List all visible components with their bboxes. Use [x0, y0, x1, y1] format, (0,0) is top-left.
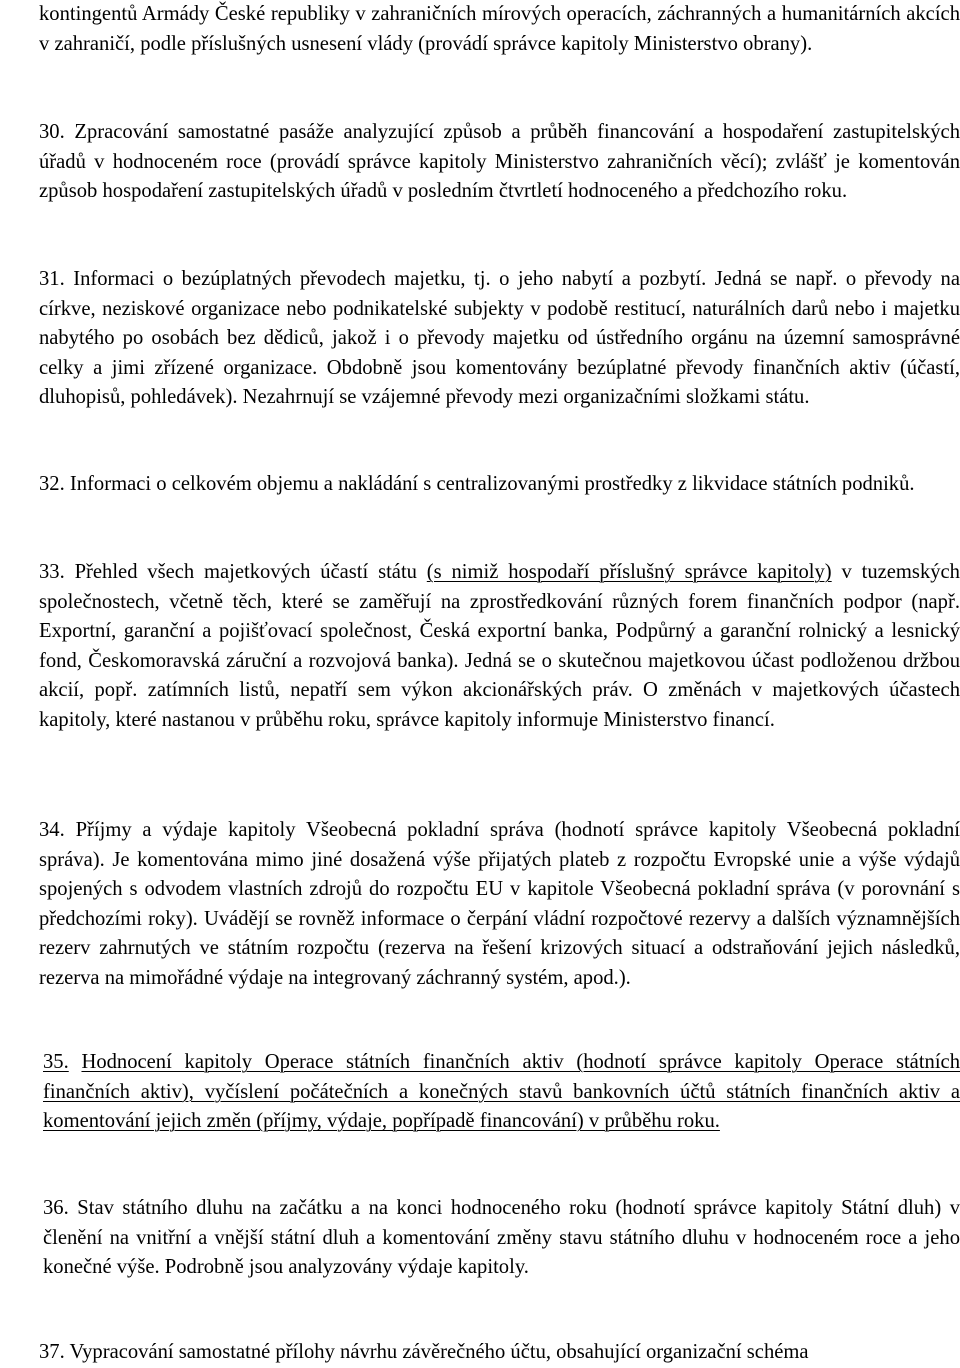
- intro-text: kontingentů Armády České republiky v zahraničních mírových operacích, záchranných a humanitárních akcích v zahraničí, podle příslušných usnesení vlády (provádí správce kapitoly Ministerstvo obrany).: [39, 3, 960, 55]
- item-text-before: Přehled všech majetkových účastí státu: [74, 561, 427, 583]
- list-item-37: [39, 1338, 960, 1368]
- item-number: 36.: [43, 1197, 69, 1219]
- item-text: Příjmy a výdaje kapitoly Všeobecná pokladní správa (hodnotí správce kapitoly Všeobecná pokladní správa). Je komentována mimo jiné dosažená výše přijatých plateb z rozpočtu Evropské unie a výše výdajů spojených s odvodem vlastních zdrojů do rozpočtu EU v kapitole Všeobecná pokladní správa (v porovnání s předchozími roky). Uvádějí se rovněž informace o čerpání vládní rozpočtové rezervy a dalších významnějších rezerv zahrnutých ve státním rozpočtu (rezerva na řešení krizových situací a odstraňování jejich následků, rezerva na mimořádné výdaje na integrovaný záchranný systém, apod.).: [39, 819, 960, 989]
- list-item-31: [39, 265, 960, 413]
- item-text-after: v tuzemských společnostech, včetně těch, které se zaměřují na zprostředkování různých forem finančních podpor (např. Exportní, garanční a pojišťovací společnost, Česká exportní banka, Podpůrný a garanční rolnický a lesnický fond, Českomoravská záruční a rozvojová banka). Jedná se o skutečnou majetkovou účast podloženou držbou akcií, popř. zatímních listů, nepatří sem výkon akcionářských práv. O změnách v majetkových účastech kapitoly, které nastanou v průběhu roku, správce kapitoly informuje Ministerstvo financí.: [39, 561, 960, 731]
- item-text: Hodnocení kapitoly Operace státních finančních aktiv (hodnotí správce kapitoly Operace státních finančních aktiv), vyčíslení počátečních a konečných stavů bankovních účtů státních finančních aktiv a komentování jejich změn (příjmy, výdaje, popřípadě financování) v průběhu roku.: [43, 1051, 960, 1132]
- list-item-30: [39, 118, 960, 207]
- item-text: Informaci o bezúplatných převodech majetku, tj. o jeho nabytí a pozbytí. Jedná se např. o převody na církve, neziskové organizace nebo podnikatelské subjekty v podobě restitucí, naturálních darů nebo i majetku nabytého po osobách bez dědiců, jakož i o převody majetku od ústředního orgánu na územní samosprávné celky a jimi zřízené organizace. Obdobně jsou komentovány bezúplatné převody finančních aktiv (účastí, dluhopisů, pohledávek). Nezahrnují se vzájemné převody mezi organizačními složkami státu.: [39, 268, 960, 408]
- item-number: 35.: [43, 1051, 69, 1073]
- item-number: 30.: [39, 121, 65, 143]
- list-item-34: [39, 816, 960, 993]
- list-item-36: [39, 1194, 960, 1283]
- item-number: 31.: [39, 268, 65, 290]
- item-number: 34.: [39, 819, 65, 841]
- list-item-32: [39, 470, 960, 500]
- item-text: Stav státního dluhu na začátku a na konci hodnoceného roku (hodnotí správce kapitoly Státní dluh) v členění na vnitřní a vnější státní dluh a komentování změny stavu státního dluhu v hodnoceném roce a jeho konečné výše. Podrobně jsou analyzovány výdaje kapitoly.: [43, 1197, 960, 1278]
- item-text: Zpracování samostatné pasáže analyzující způsob a průběh financování a hospodaření zastupitelských úřadů v hodnoceném roce (provádí správce kapitoly Ministerstvo zahraničních věcí); zvlášť je komentován způsob hospodaření zastupitelských úřadů v posledním čtvrtletí hodnoceného a předchozího roku.: [39, 121, 960, 202]
- item-number: 37.: [39, 1341, 65, 1363]
- intro-paragraph: [39, 0, 960, 59]
- item-text: Vypracování samostatné přílohy návrhu závěrečného účtu, obsahující organizační schéma: [69, 1341, 809, 1363]
- item-text: Informaci o celkovém objemu a nakládání s centralizovanými prostředky z likvidace státních podniků.: [69, 473, 915, 495]
- list-item-35: [39, 1048, 960, 1137]
- item-number: 33.: [39, 561, 65, 583]
- list-item-33: [39, 558, 960, 735]
- item-number: 32.: [39, 473, 65, 495]
- item-text-underlined: (s nimiž hospodaří příslušný správce kapitoly): [426, 561, 832, 583]
